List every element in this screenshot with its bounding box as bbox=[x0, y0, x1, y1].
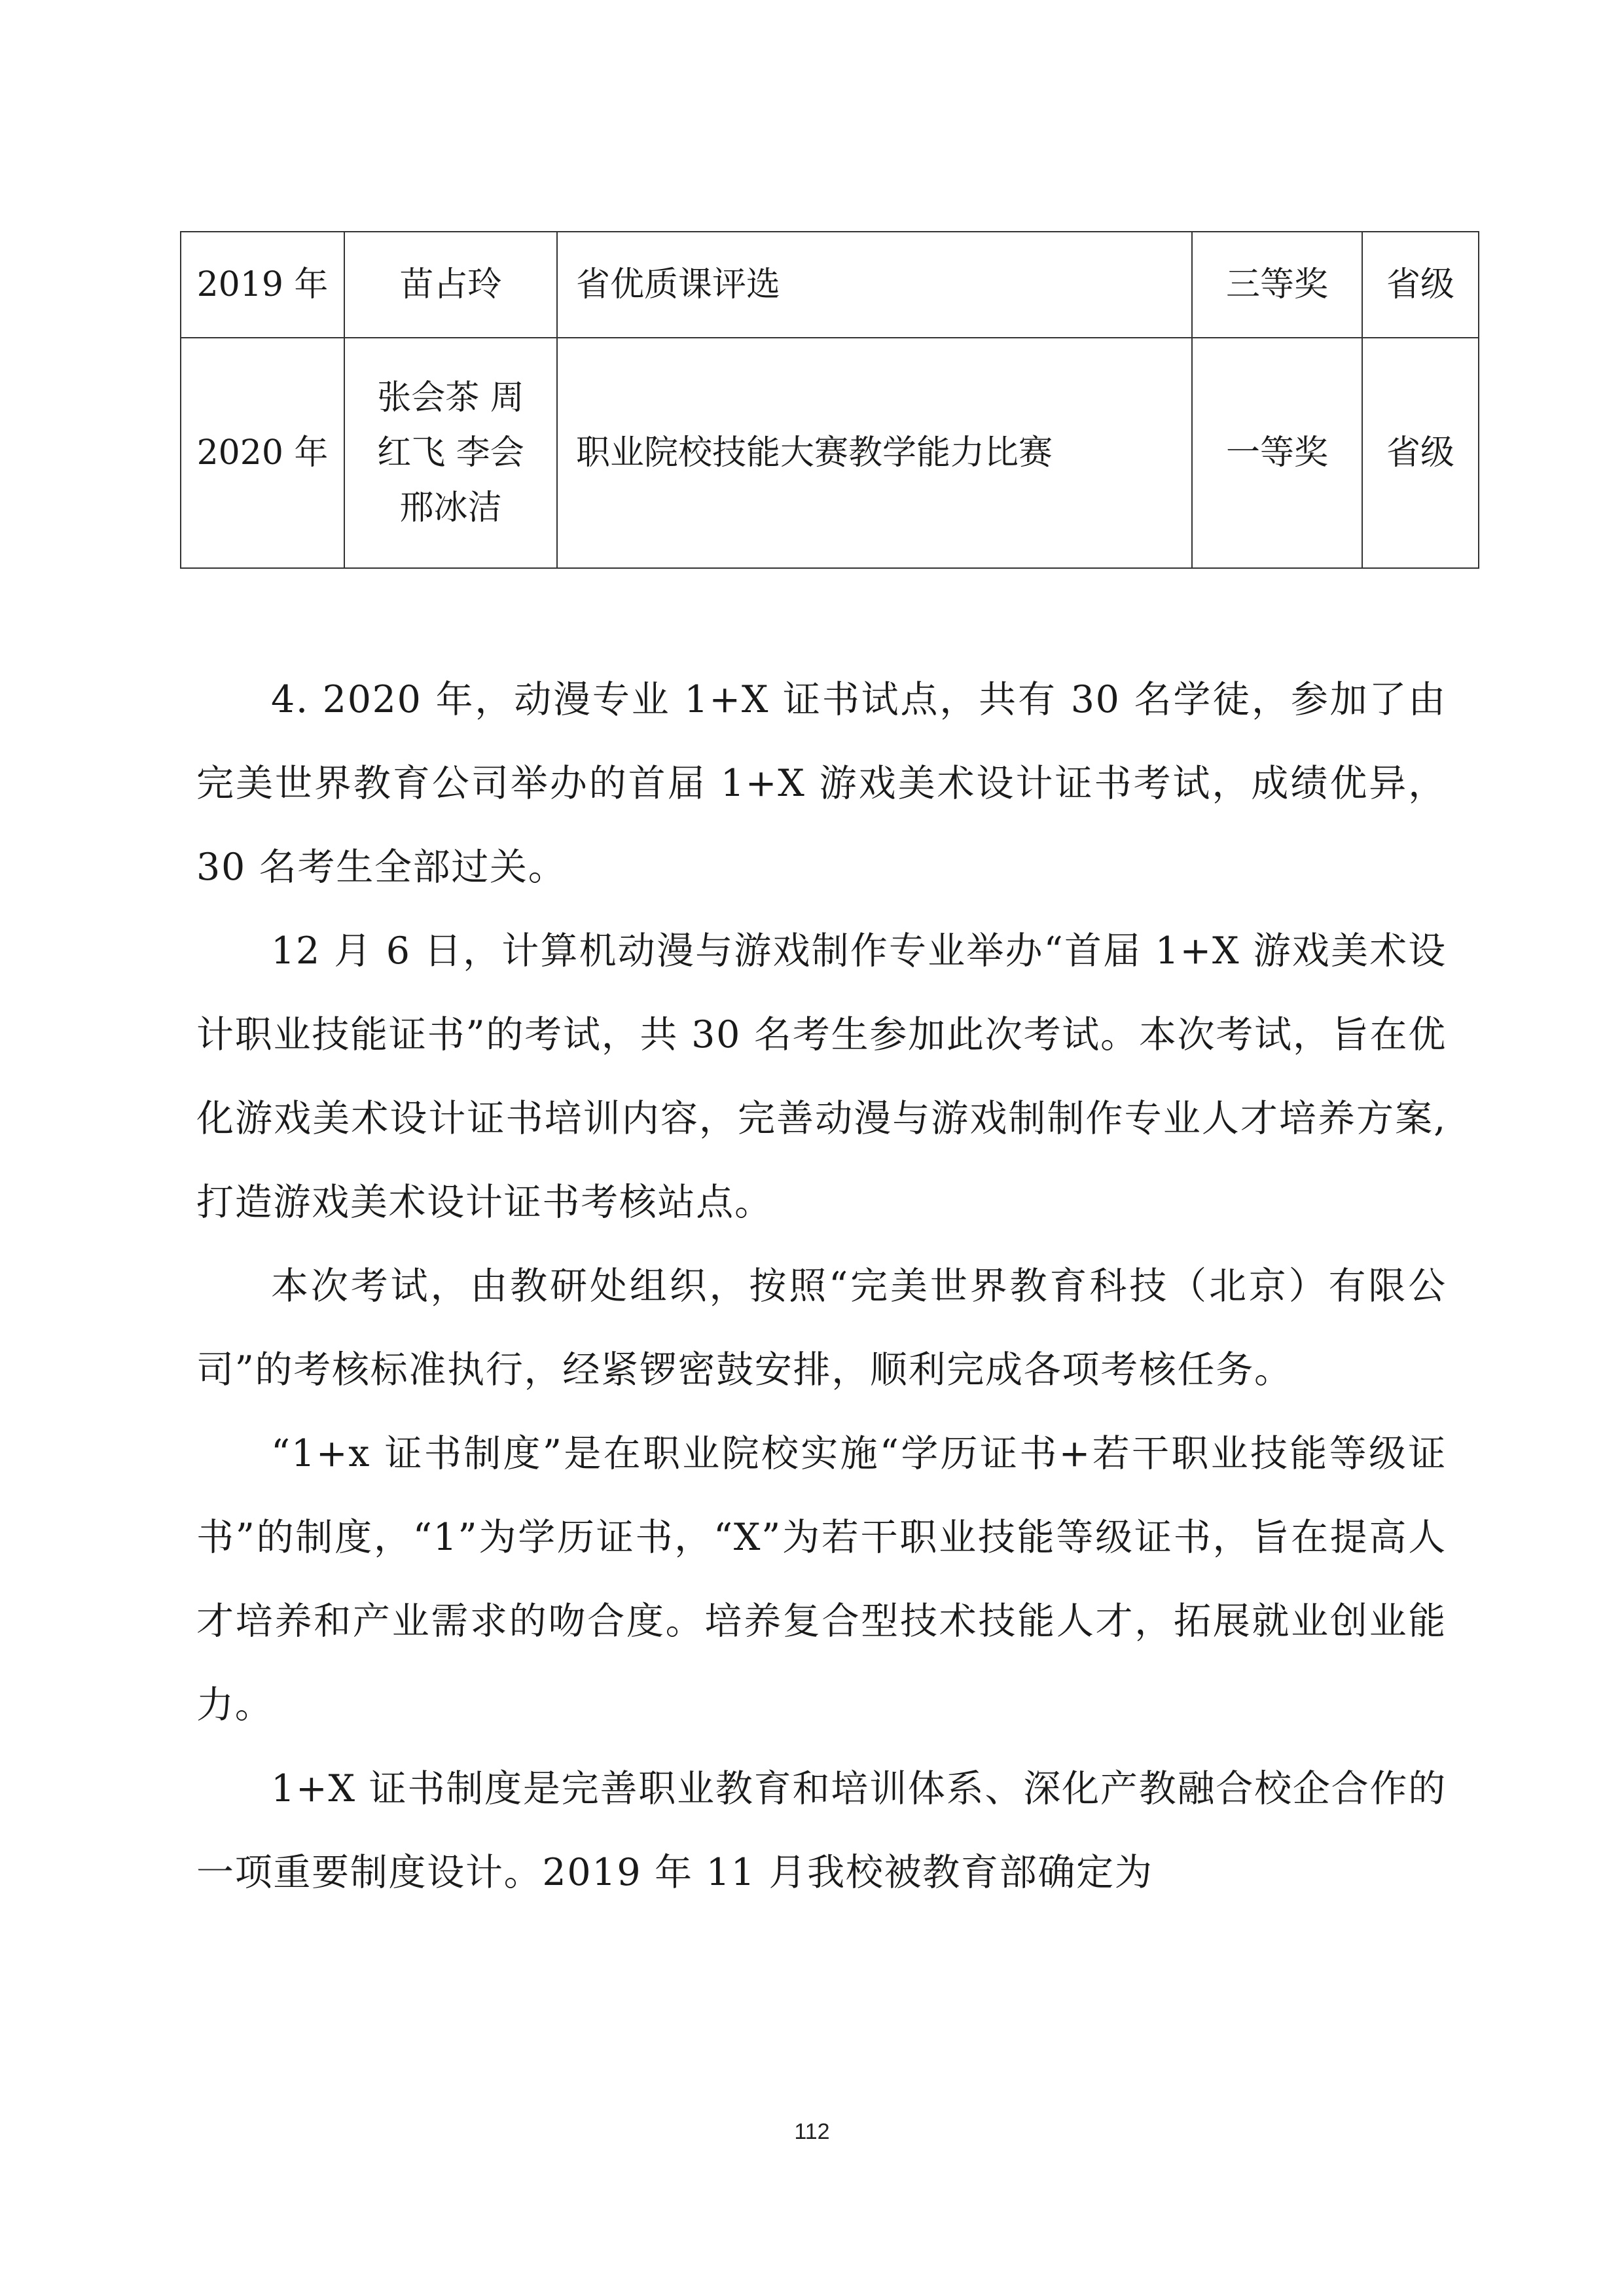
prize-cell: 三等奖 bbox=[1192, 232, 1362, 338]
prize-cell: 一等奖 bbox=[1192, 338, 1362, 568]
paragraph: 本次考试，由教研处组织，按照“完美世界教育科技（北京）有限公司”的考核标准执行，经紧锣密鼓安排，顺利完成各项考核任务。 bbox=[196, 1265, 1447, 1391]
paragraph: “1+x 证书制度”是在职业院校实施“学历证书+若干职业技能等级证书”的制度，“1”为学历证书，“X”为若干职业技能等级证书，旨在提高人才培养和产业需求的吻合度。培养复合型技术技能人才，拓展就业创业能力。 bbox=[196, 1432, 1447, 1727]
table-row bbox=[181, 232, 1479, 338]
table-row bbox=[181, 338, 1479, 568]
page-number: 112 bbox=[794, 2119, 830, 2144]
year-cell: 2019 年 bbox=[181, 232, 344, 338]
paragraph: 12 月 6 日，计算机动漫与游戏制作专业举办“首届 1+X 游戏美术设计职业技能证书”的考试，共 30 名考生参加此次考试。本次考试，旨在优化游戏美术设计证书培训内容，完善动漫与游戏制制作专业人才培养方案,打造游戏美术设计证书考核站点。 bbox=[196, 929, 1447, 1224]
name-line: 苗占玲 bbox=[399, 265, 502, 304]
award-table bbox=[180, 231, 1479, 569]
event-cell: 职业院校技能大赛教学能力比赛 bbox=[557, 338, 1192, 568]
level-cell: 省级 bbox=[1362, 232, 1479, 338]
name-line: 红飞 李会 bbox=[377, 433, 524, 473]
event-cell: 省优质课评选 bbox=[557, 232, 1192, 338]
year-cell: 2020 年 bbox=[181, 338, 344, 568]
paragraph: 4. 2020 年，动漫专业 1+X 证书试点，共有 30 名学徒，参加了由完美世界教育公司举办的首届 1+X 游戏美术设计证书考试，成绩优异，30 名考生全部过关。 bbox=[196, 678, 1447, 889]
body-text bbox=[196, 658, 1447, 1914]
name-cell bbox=[344, 338, 557, 568]
paragraph: 1+X 证书制度是完善职业教育和培训体系、深化产教融合校企合作的一项重要制度设计。2019 年 11 月我校被教育部确定为 bbox=[196, 1767, 1447, 1894]
level-cell: 省级 bbox=[1362, 338, 1479, 568]
name-cell bbox=[344, 232, 557, 338]
name-line: 张会茶 周 bbox=[377, 378, 524, 418]
name-line: 邢冰洁 bbox=[399, 488, 502, 528]
